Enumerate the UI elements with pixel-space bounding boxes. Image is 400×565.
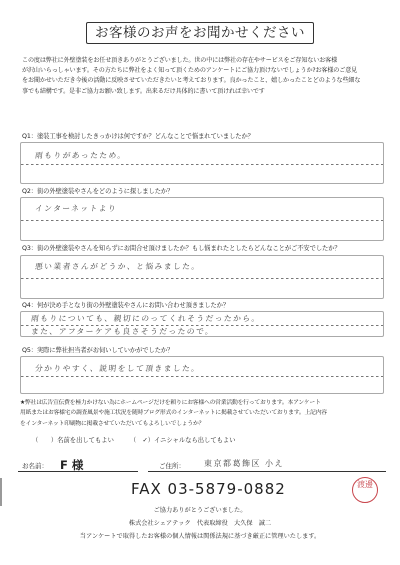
thanks-text: ご協力ありがとうございました。 (153, 507, 247, 514)
question-4-answer-line-1: 雨もりについても、親切にのってくれそうだったから。 (30, 314, 262, 323)
intro-line: この度は弊社に外壁塗装をお任せ頂きありがとうございました。世の中には弊社の存在やサービスをご存知ないお客様 (22, 57, 338, 64)
question-1-label: Q1：塗装工事を検討したきっかけは何ですか？どんなことで悩まれていましたか？ (22, 133, 254, 140)
question-3-label: Q3：街の外壁塗装やさんを知らずにお問合せ頂けましたか？もし悩まれたとしたらどんなことがご不安でしたか？ (22, 245, 341, 252)
question-3-answer-box[interactable] (20, 255, 384, 299)
note-line: 用紙またはお客様宅の調査風景や施工状況を随時ブログ形式のインターネットに掲載させていただいております。上記内容 (20, 410, 327, 417)
margin-mark (0, 478, 6, 506)
address-value: 東京都葛飾区 小え (204, 459, 285, 468)
seal-stamp: 渡邊 (352, 477, 378, 503)
consent-options (32, 435, 236, 444)
privacy-text: 当アンケートで取得したお客様の個人情報は関係法規に基づき厳正に管理いたします。 (79, 533, 321, 540)
question-4-answer-box[interactable] (20, 311, 384, 337)
name-value: F 様 (60, 458, 84, 472)
intro-line: が沢山いらっしゃいます。その方たちに弊社をよく知って頂くためのアンケートにご協力頂けないでしょうか?お客様のご意見 (22, 67, 358, 75)
note-line: ★弊社は広告宣伝費を極力かけない為にホームページだけを頼りにお客様への営業活動を行っております。本アンケート (20, 400, 321, 406)
intro-line: 事でも結構です。是非ご協力お願い致します。出来るだけ具体的に書いて頂ければ幸いです (22, 87, 265, 95)
question-2-answer-box[interactable] (20, 197, 384, 241)
question-1-answer-box[interactable] (20, 142, 384, 184)
address-label: ご住所： (159, 462, 185, 470)
page-title: お客様のお声をお聞かせください (86, 22, 314, 44)
consent-initial-option[interactable]: （ ✓）イニシャルなら出してもよい (129, 437, 236, 444)
question-1-answer: 雨もりがあったため。 (34, 151, 128, 160)
question-3-answer: 悪い業者さんがどうか、と悩みました。 (34, 262, 202, 271)
note-line: をインターネット印刷物に掲載させていただいてもよろしいでしょうか？ (20, 420, 205, 427)
question-2-label: Q2：街の外壁塗装やさんをどのように探しましたか？ (22, 188, 174, 195)
consent-name-option[interactable]: （ ）名前を出してもよい (32, 437, 114, 444)
company-text: 株式会社シェアテック 代表取締役 大久保 誠二 (128, 520, 272, 527)
question-2-answer: インターネットより (34, 204, 118, 213)
fax-number: FAX 03-5879-0882 (131, 480, 286, 498)
question-5-answer: 分かりやすく、説明をして頂きました。 (34, 364, 201, 373)
question-4-answer-line-2: また、アフターケアも良さそうだったので。 (30, 327, 215, 336)
question-4-label: Q4：何が決め手となり街の外壁塗装やさんにお問い合わせ頂きましたか？ (22, 302, 230, 309)
name-label: お名前： (22, 462, 48, 470)
intro-line: をお聞かせいただき今後の活動に反映させていただきたいと考えております。良かったこと、嬉しかったことどのような些細な (22, 77, 361, 85)
question-5-answer-box[interactable] (20, 356, 384, 394)
intro-text (22, 56, 382, 97)
question-5-label: Q5：実際に弊社担当者がお伺いしていかがでしたか？ (22, 347, 174, 354)
publication-note (20, 398, 380, 429)
